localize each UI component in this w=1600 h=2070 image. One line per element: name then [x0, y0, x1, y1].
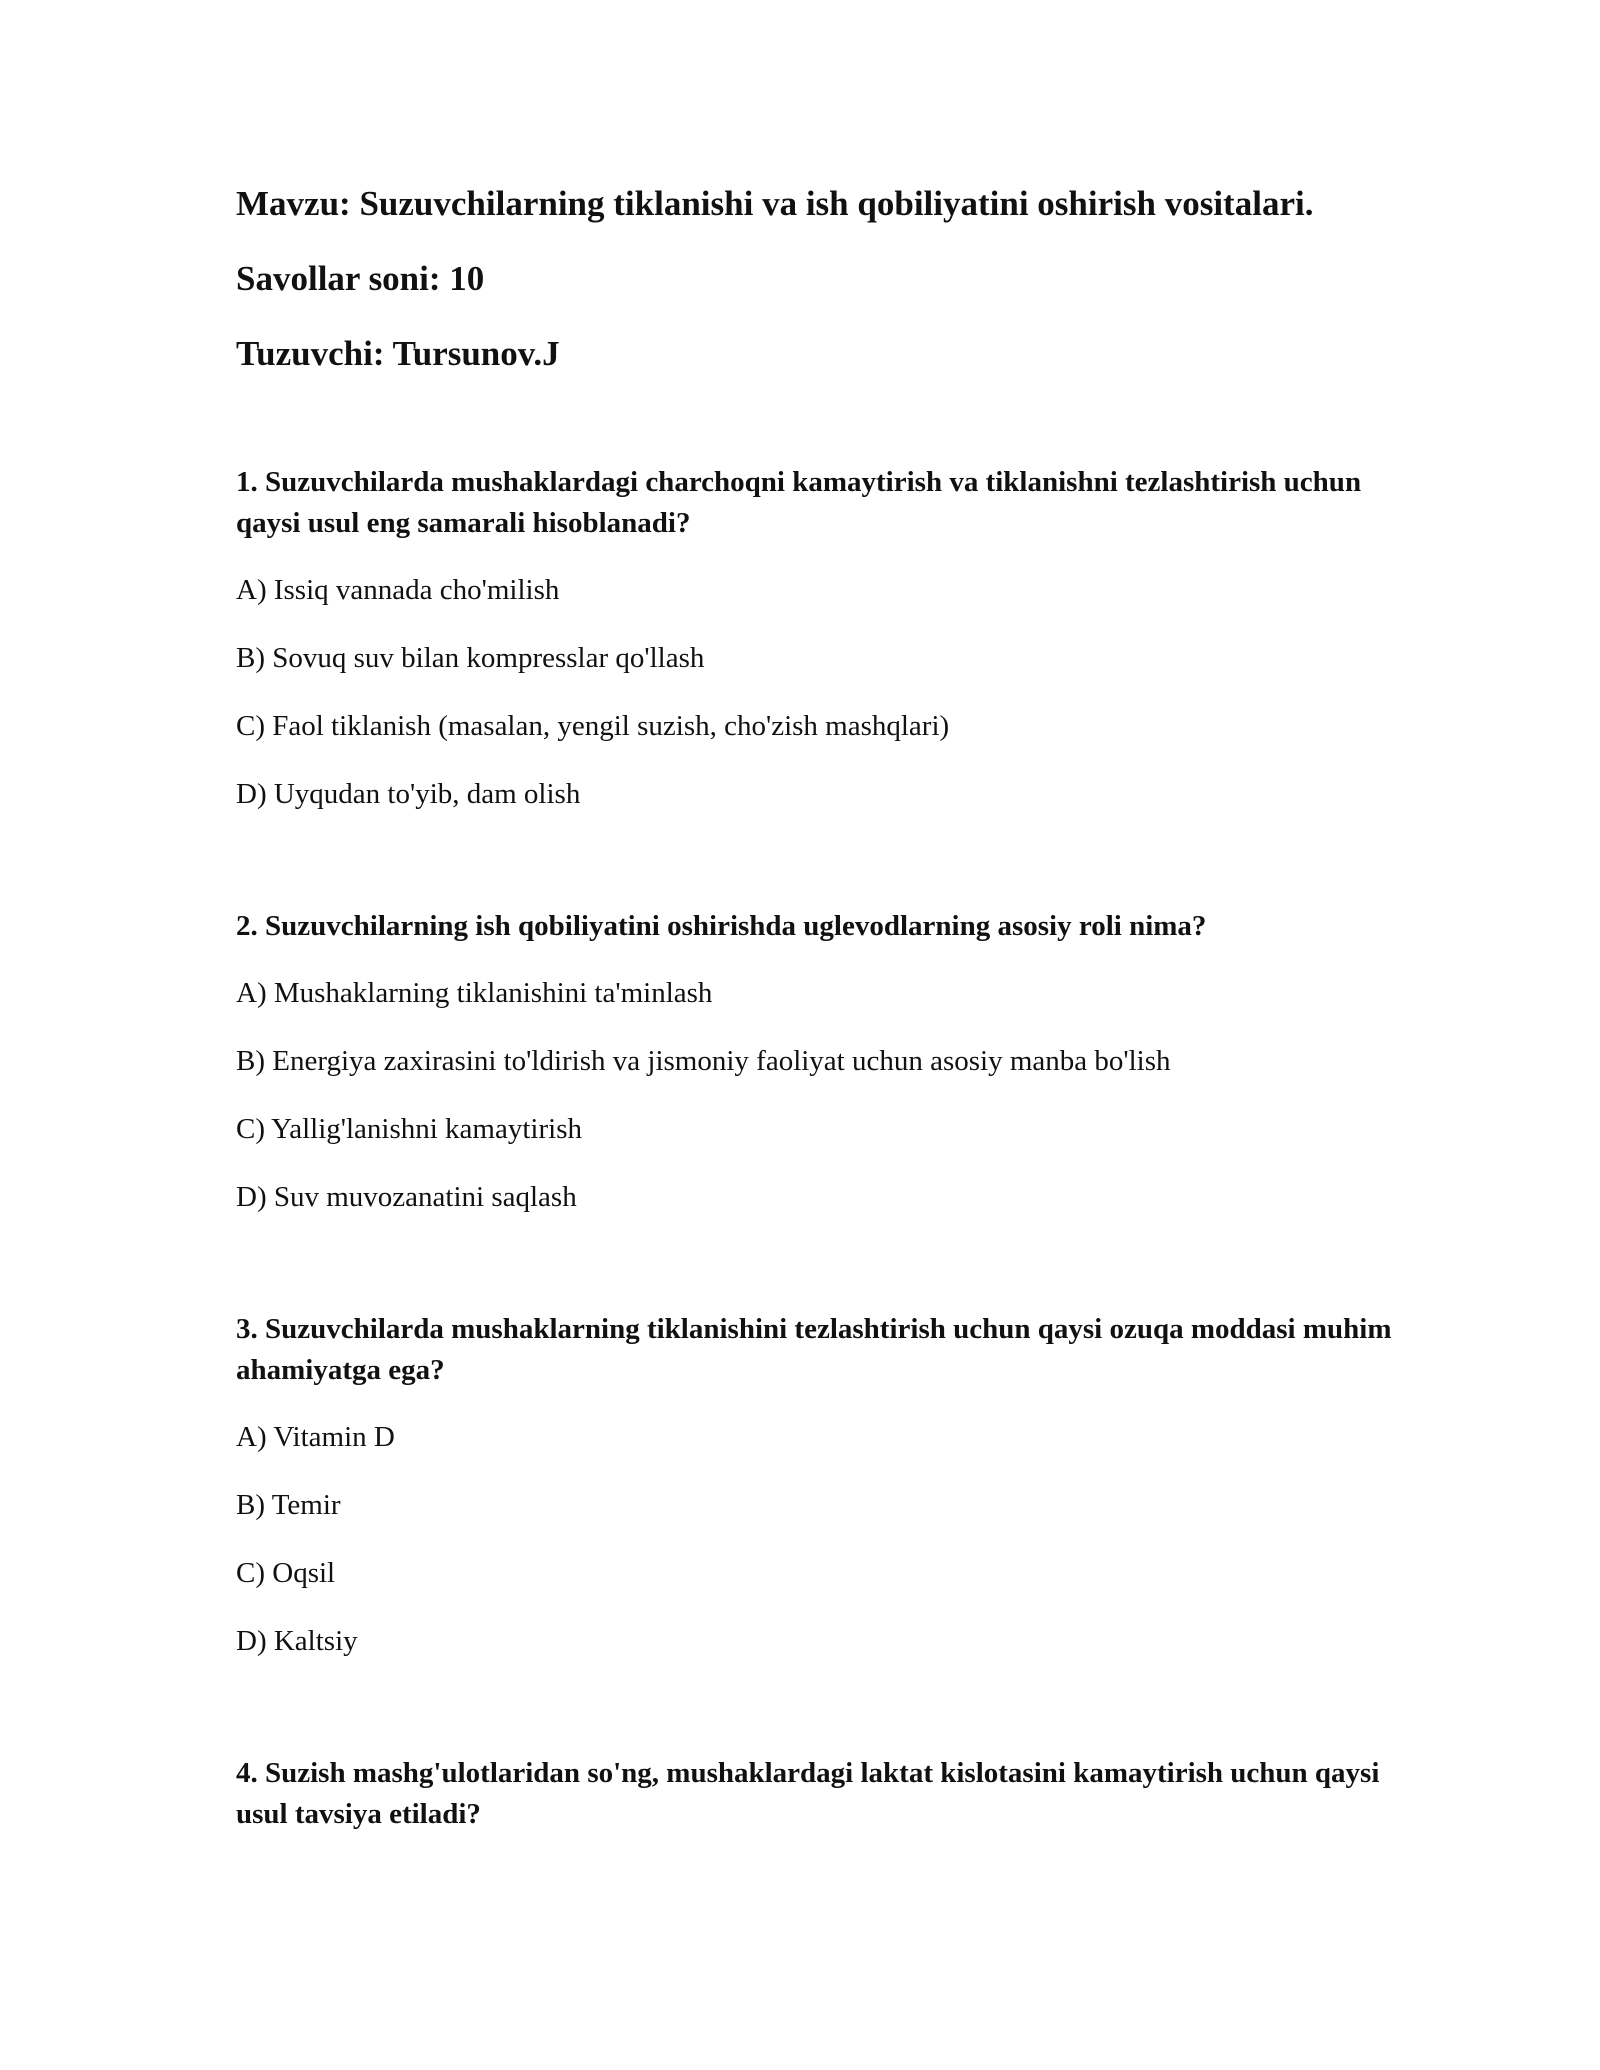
question-text: 2. Suzuvchilarning ish qobiliyatini oshirishda uglevodlarning asosiy roli nima? — [236, 910, 1207, 942]
question-text: 3. Suzuvchilarda mushaklarning tiklanishini tezlashtirish uchun qaysi ozuqa moddasi muhim ahamiyatga ega? — [236, 1313, 1392, 1386]
option-a: A) Issiq vannada cho'milish — [236, 574, 560, 606]
document-page — [236, 182, 1396, 1927]
option-b: B) Sovuq suv bilan kompresslar qo'llash — [236, 642, 705, 674]
question-4 — [236, 1753, 1396, 1835]
option-a: A) Mushaklarning tiklanishini ta'minlash — [236, 977, 713, 1009]
question-2 — [236, 906, 1396, 1217]
option-d: D) Kaltsiy — [236, 1625, 358, 1657]
question-3 — [236, 1309, 1396, 1661]
question-1 — [236, 462, 1396, 814]
option-c: C) Yallig'lanishni kamaytirish — [236, 1113, 582, 1145]
question-count: Savollar soni: 10 — [236, 259, 485, 298]
question-text: 4. Suzish mashg'ulotlaridan so'ng, mushaklardagi laktat kislotasini kamaytirish uchun qaysi usul tavsiya etiladi? — [236, 1757, 1380, 1830]
option-c: C) Faol tiklanish (masalan, yengil suzish, cho'zish mashqlari) — [236, 710, 950, 742]
option-a: A) Vitamin D — [236, 1421, 395, 1453]
author-line: Tuzuvchi: Tursunov.J — [236, 334, 560, 373]
option-c: C) Oqsil — [236, 1557, 336, 1589]
option-b: B) Energiya zaxirasini to'ldirish va jismoniy faoliyat uchun asosiy manba bo'lish — [236, 1045, 1171, 1077]
document-header — [236, 182, 1396, 376]
question-text: 1. Suzuvchilarda mushaklardagi charchoqni kamaytirish va tiklanishni tezlashtirish uchun qaysi usul eng samarali hisoblanadi? — [236, 466, 1362, 539]
option-d: D) Suv muvozanatini saqlash — [236, 1181, 577, 1213]
topic-title: Mavzu: Suzuvchilarning tiklanishi va ish qobiliyatini oshirish vositalari. — [236, 184, 1314, 223]
option-d: D) Uyqudan to'yib, dam olish — [236, 778, 581, 810]
option-b: B) Temir — [236, 1489, 341, 1521]
